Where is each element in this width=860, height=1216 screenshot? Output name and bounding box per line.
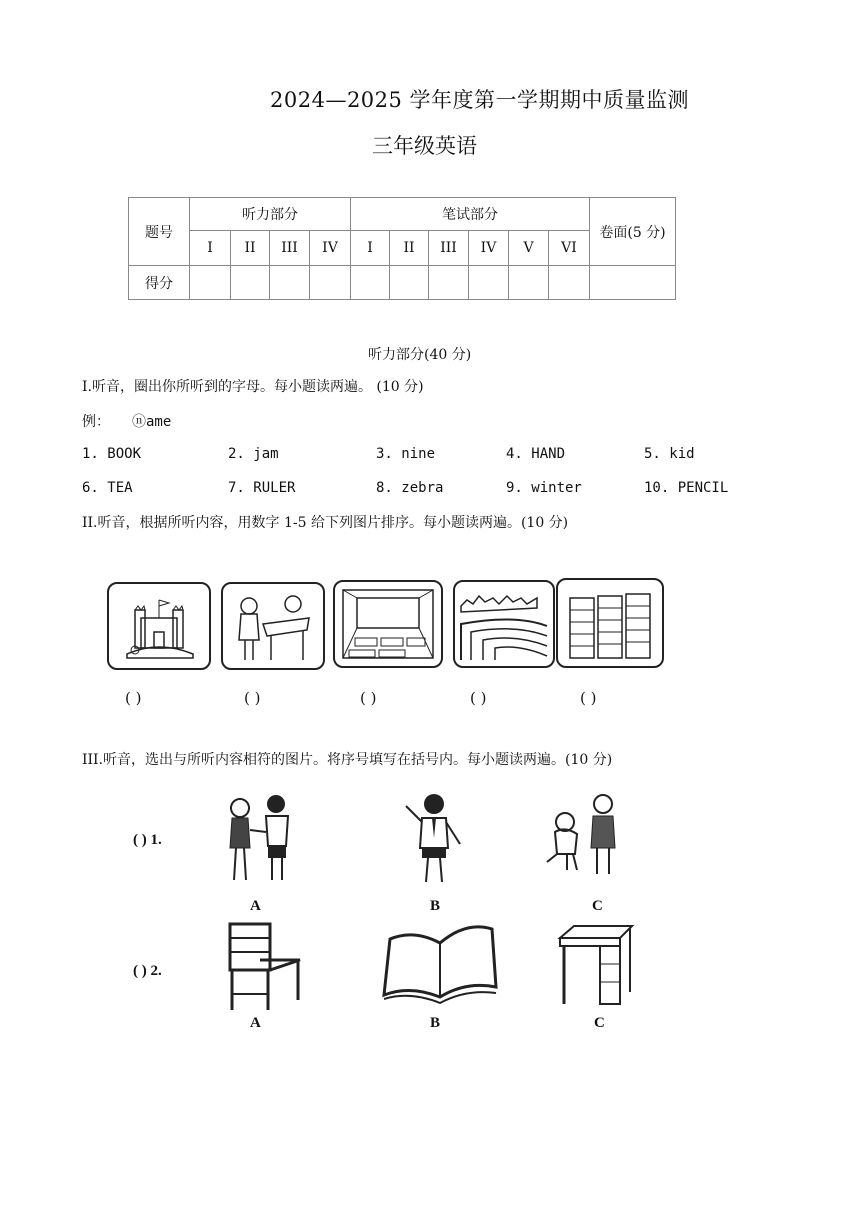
score-cell[interactable] xyxy=(270,266,310,300)
written-header: 笔试部分 xyxy=(351,198,590,231)
written-col: I xyxy=(351,231,390,266)
classroom-icon xyxy=(335,582,441,666)
written-col: III xyxy=(429,231,469,266)
desk-icon xyxy=(556,922,636,1008)
letter-item[interactable]: 8. zebra xyxy=(376,480,444,496)
playground-picture xyxy=(453,580,555,668)
score-table xyxy=(128,197,676,300)
answer-blank[interactable]: ( ) xyxy=(470,689,487,707)
score-cell[interactable] xyxy=(231,266,270,300)
part3-instruction: III.听音，选出与所听内容相符的图片。将序号填写在括号内。每小题读两遍。(10 分) xyxy=(82,752,613,768)
library-icon xyxy=(558,580,662,666)
classmates-icon xyxy=(223,584,323,668)
score-cell[interactable] xyxy=(429,266,469,300)
option-label[interactable]: B xyxy=(430,1015,441,1031)
score-cell[interactable] xyxy=(590,266,676,300)
letter-item[interactable]: 6. TEA xyxy=(82,480,133,496)
question-1-label[interactable]: ( ) 1. xyxy=(133,832,162,848)
letter-item[interactable]: 5. kid xyxy=(644,446,695,462)
answer-blank[interactable]: ( ) xyxy=(125,689,142,707)
letter-item[interactable]: 1. BOOK xyxy=(82,446,142,462)
written-col: VI xyxy=(549,231,590,266)
part2-instruction: II.听音，根据所听内容，用数字 1-5 给下列图片排序。每小题读两遍。(10 分) xyxy=(82,515,569,531)
score-cell[interactable] xyxy=(509,266,549,300)
col-label-cell: 题号 xyxy=(129,198,190,266)
option-label[interactable]: A xyxy=(250,1015,261,1031)
castle-icon xyxy=(109,584,209,668)
written-col: IV xyxy=(469,231,509,266)
listening-header: 听力部分 xyxy=(190,198,351,231)
score-cell[interactable] xyxy=(351,266,390,300)
letter-item[interactable]: 10. PENCIL xyxy=(644,480,729,496)
playground-icon xyxy=(455,582,553,666)
listening-col: III xyxy=(270,231,310,266)
score-cell[interactable] xyxy=(190,266,231,300)
example-value: ⓝame xyxy=(132,414,172,430)
score-cell[interactable] xyxy=(549,266,590,300)
castle-picture xyxy=(107,582,211,670)
exam-title: 2024—2025 学年度第一学期期中质量监测 xyxy=(270,88,690,112)
library-picture xyxy=(556,578,664,668)
option-label[interactable]: C xyxy=(594,1015,605,1031)
letter-item[interactable]: 2. jam xyxy=(228,446,279,462)
listening-heading: 听力部分(40 分) xyxy=(368,347,472,363)
exam-subtitle: 三年级英语 xyxy=(372,134,477,158)
answer-blank[interactable]: ( ) xyxy=(580,689,597,707)
listening-col: I xyxy=(190,231,231,266)
two-children-icon xyxy=(218,790,298,886)
listening-col: II xyxy=(231,231,270,266)
classroom-picture xyxy=(333,580,443,668)
written-col: II xyxy=(390,231,429,266)
option-label[interactable]: A xyxy=(250,898,261,914)
boy-waving-icon xyxy=(396,790,468,886)
question-2-label[interactable]: ( ) 2. xyxy=(133,963,162,979)
answer-blank[interactable]: ( ) xyxy=(244,689,261,707)
listening-col: IV xyxy=(310,231,351,266)
letter-item[interactable]: 3. nine xyxy=(376,446,436,462)
score-cell[interactable] xyxy=(310,266,351,300)
example-label: 例： xyxy=(82,414,110,430)
row-label-cell: 得分 xyxy=(129,266,190,300)
letter-item[interactable]: 9. winter xyxy=(506,480,582,496)
answer-blank[interactable]: ( ) xyxy=(360,689,377,707)
classmates-picture xyxy=(221,582,325,670)
letter-item[interactable]: 7. RULER xyxy=(228,480,296,496)
written-col: V xyxy=(509,231,549,266)
score-cell[interactable] xyxy=(390,266,429,300)
neatness-header: 卷面(5 分) xyxy=(590,198,676,266)
score-cell[interactable] xyxy=(469,266,509,300)
girl-and-bird-icon xyxy=(545,790,631,880)
book-icon xyxy=(380,915,500,1007)
part1-instruction: I.听音，圈出你所听到的字母。每小题读两遍。 (10 分) xyxy=(82,379,424,395)
option-label[interactable]: B xyxy=(430,898,441,914)
letter-item[interactable]: 4. HAND xyxy=(506,446,566,462)
option-label[interactable]: C xyxy=(592,898,603,914)
chair-icon xyxy=(222,920,304,1012)
